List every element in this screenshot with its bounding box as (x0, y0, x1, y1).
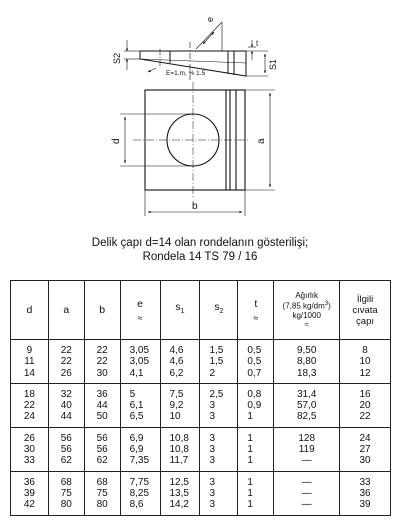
cell-value: 119 (298, 444, 315, 456)
cell-value: 62 (60, 455, 72, 467)
cell-s2 (200, 471, 238, 515)
cell-value: 2,5 (209, 388, 224, 400)
cell-value: 3 (209, 487, 215, 499)
cell-a (48, 427, 84, 471)
cell-b (84, 471, 120, 515)
cell-value: 7,5 (169, 388, 184, 400)
cell-bolt (340, 340, 391, 384)
cell-value: 10,8 (169, 432, 189, 444)
cell-value: 3 (209, 476, 215, 488)
cell-b (84, 383, 120, 427)
cell-value: — (301, 487, 312, 499)
cell-value: 50 (96, 411, 108, 423)
cell-value: 39 (359, 499, 371, 511)
cell-value: 80 (96, 499, 108, 511)
cell-value: 1 (247, 444, 253, 456)
cell-value: 56 (96, 432, 108, 444)
cell-value: 22 (60, 356, 72, 368)
cell-s1 (160, 427, 200, 471)
cell-value: 18,3 (296, 367, 317, 379)
cell-s1 (160, 340, 200, 384)
cell-value: 56 (60, 444, 72, 456)
cell-value: 3,05 (129, 345, 150, 356)
cell-value: 6,9 (129, 432, 144, 444)
cell-value: 22 (23, 400, 35, 412)
cell-value: 20 (359, 400, 371, 412)
cell-value: 22 (60, 345, 72, 356)
cell-t (238, 427, 274, 471)
header-a: a (48, 281, 84, 340)
cell-bolt (340, 471, 391, 515)
cell-s1 (160, 471, 200, 515)
cell-value: 1,5 (209, 356, 224, 368)
cell-d (11, 427, 49, 471)
cell-value: 0,9 (247, 400, 262, 412)
cell-s1 (160, 383, 200, 427)
cell-value: 5 (129, 388, 136, 400)
cell-value: 82,5 (296, 411, 317, 423)
cell-value: 36 (96, 388, 108, 400)
cell-value: 1 (247, 499, 253, 511)
cell-value: — (301, 499, 312, 511)
header-t: t ≈ (238, 281, 274, 340)
cell-value: 9,2 (169, 400, 184, 412)
cell-value: 0,8 (247, 388, 262, 400)
cell-value: 30 (359, 455, 371, 467)
table-row (11, 471, 391, 515)
cell-e (120, 340, 160, 384)
dimension-label-b: b (192, 201, 198, 212)
cell-weight (274, 340, 340, 384)
cell-value: 7,35 (129, 455, 150, 467)
cell-value: — (301, 455, 312, 467)
cell-t (238, 340, 274, 384)
cell-value: 8,25 (129, 487, 150, 499)
cell-value: 18 (23, 388, 35, 400)
cell-value: 56 (96, 444, 108, 456)
cell-value: 26 (60, 367, 72, 379)
cell-value: 3 (209, 455, 215, 467)
table-row (11, 383, 391, 427)
dimension-label-d: d (111, 138, 122, 144)
cell-value: 30 (96, 367, 108, 379)
caption-line-1: Delik çapı d=14 olan rondelanın gösterilişi; (91, 237, 309, 249)
drawing-caption (0, 236, 400, 264)
cell-value: 3 (209, 444, 215, 456)
cell-value: 32 (60, 388, 72, 400)
cell-weight (274, 383, 340, 427)
cell-d (11, 471, 49, 515)
cell-value: 6,1 (129, 400, 144, 412)
cell-value: 1 (247, 455, 253, 467)
dimension-label-s2: S2 (112, 52, 122, 64)
header-bolt-diameter: İlgili cıvata çapı (340, 281, 391, 340)
cell-value: 22 (96, 345, 108, 356)
cell-b (84, 427, 120, 471)
dimension-label-e: e (205, 16, 215, 22)
cell-value: — (301, 476, 312, 488)
cell-e (120, 383, 160, 427)
cell-value: 13,5 (169, 487, 189, 499)
cell-value: 8,6 (129, 499, 144, 511)
cell-value: 24 (23, 411, 35, 423)
cell-value: 2 (209, 367, 215, 379)
table-header-row (11, 281, 391, 340)
cell-value: 40 (60, 400, 72, 412)
cell-value: 6,9 (129, 444, 144, 456)
cell-value: 44 (60, 411, 72, 423)
cell-weight (274, 471, 340, 515)
dimension-label-s1: S1 (268, 58, 278, 70)
caption-line-2: Rondela 14 TS 79 / 16 (142, 251, 258, 263)
cell-value: 22 (96, 356, 108, 368)
cell-e (120, 427, 160, 471)
cell-bolt (340, 383, 391, 427)
slope-note: E=1.m, % 1.5 (166, 70, 206, 77)
cell-value: 10 (169, 411, 181, 423)
washer-technical-drawing (0, 0, 400, 232)
cell-bolt (340, 427, 391, 471)
cell-value: 27 (359, 444, 371, 456)
header-weight: Ağırlık (7,85 $kg/dm^3$) kg/1000 ≈ (274, 281, 340, 340)
cell-value: 33 (23, 455, 35, 467)
cell-value: 3 (209, 411, 215, 423)
cell-value: 8,80 (296, 356, 317, 368)
cell-a (48, 340, 84, 384)
cell-value: 14,2 (169, 499, 189, 511)
cell-value: 8 (362, 345, 368, 356)
cell-a (48, 471, 84, 515)
cell-t (238, 471, 274, 515)
cell-a (48, 383, 84, 427)
cell-value: 11 (24, 356, 35, 368)
plan-view (120, 82, 275, 216)
cell-value: 22 (359, 411, 371, 423)
header-b: b (84, 281, 120, 340)
cell-value: 12,5 (169, 476, 189, 488)
cell-value: 31,4 (296, 388, 317, 400)
cell-value: 75 (96, 487, 108, 499)
cell-value: 9,50 (296, 345, 317, 356)
cell-value: 3,05 (129, 356, 150, 368)
cell-value: 26 (23, 432, 35, 444)
cell-value: 14 (23, 367, 35, 379)
cell-value: 0,5 (247, 345, 262, 356)
cell-value: 3 (209, 400, 215, 412)
cell-value: 10 (359, 356, 371, 368)
cell-value: 7,75 (129, 476, 150, 488)
cell-s2 (200, 383, 238, 427)
cell-value: 56 (60, 432, 72, 444)
cell-value: 75 (60, 487, 72, 499)
cell-value: 39 (23, 487, 35, 499)
cell-s2 (200, 340, 238, 384)
cell-value: 3 (209, 432, 215, 444)
cell-value: 62 (96, 455, 108, 467)
header-s2: $s_2$ (200, 281, 238, 340)
cell-value: 0,7 (247, 367, 262, 379)
cell-value: 57,0 (296, 400, 317, 412)
cell-value: 16 (359, 388, 371, 400)
cell-value: 80 (60, 499, 72, 511)
cell-value: 128 (298, 432, 316, 444)
header-d: d (11, 281, 49, 340)
cell-value: 1 (247, 411, 253, 423)
cell-value: 4,6 (169, 356, 184, 368)
table-row (11, 427, 391, 471)
cell-value: 36 (359, 487, 371, 499)
cell-value: 12 (359, 367, 371, 379)
table-row (11, 340, 391, 384)
cell-s2 (200, 427, 238, 471)
cell-b (84, 340, 120, 384)
cell-value: 6,2 (169, 367, 184, 379)
cell-value: 11,7 (169, 455, 189, 467)
cell-weight (274, 427, 340, 471)
header-s1: $s_1$ (160, 281, 200, 340)
cell-value: 4,1 (129, 367, 144, 379)
dimension-label-t: t (256, 39, 259, 48)
cell-value: 44 (96, 400, 108, 412)
cell-t (238, 383, 274, 427)
cell-value: 24 (359, 432, 371, 444)
cell-value: 6,5 (129, 411, 144, 423)
cell-e (120, 471, 160, 515)
dimension-label-a: a (256, 138, 267, 144)
cell-value: 1,5 (209, 345, 224, 356)
cell-value: 3 (209, 499, 215, 511)
cell-value: 10,8 (169, 444, 189, 456)
cell-value: 36 (23, 476, 35, 488)
cell-value: 0,5 (247, 356, 262, 368)
cell-value: 4,6 (169, 345, 184, 356)
cell-d (11, 340, 49, 384)
cell-value: 1 (247, 487, 253, 499)
cell-value: 68 (60, 476, 72, 488)
cell-value: 33 (359, 476, 371, 488)
dimension-table (10, 280, 391, 516)
cell-d (11, 383, 49, 427)
cell-value: 9 (26, 345, 33, 356)
cell-value: 1 (247, 432, 253, 444)
header-e: e ≈ (120, 281, 160, 340)
cell-value: 1 (247, 476, 253, 488)
cell-value: 30 (23, 444, 35, 456)
cell-value: 42 (23, 499, 35, 511)
cell-value: 68 (96, 476, 108, 488)
